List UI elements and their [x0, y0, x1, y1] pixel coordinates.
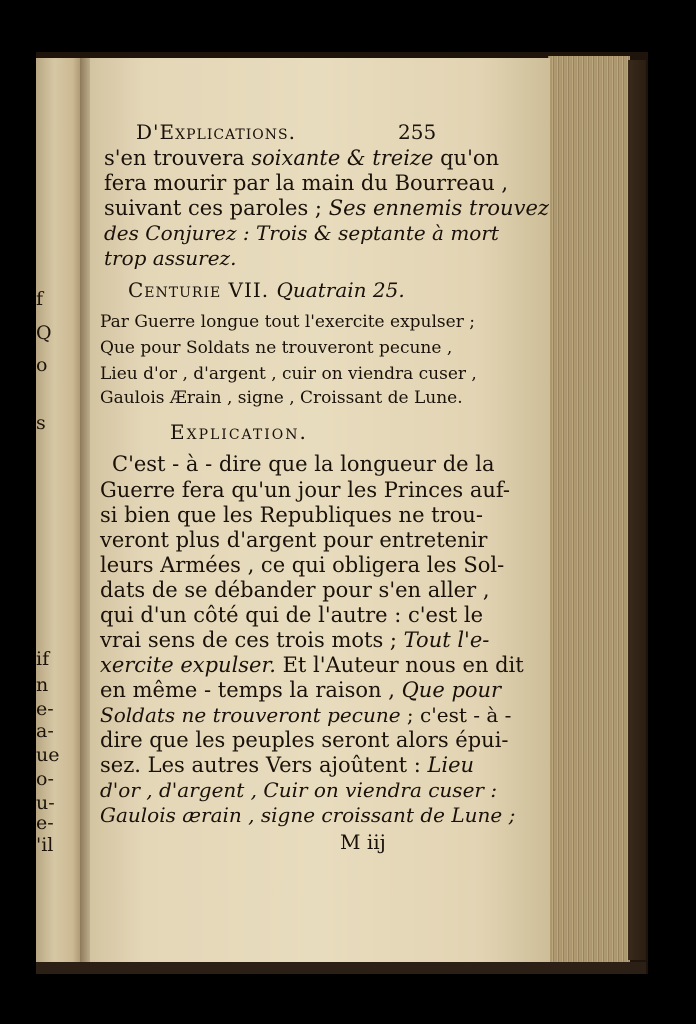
left-fragment: f	[36, 288, 44, 310]
text-line: leurs Armées , ce qui obligera les Sol-	[100, 553, 505, 577]
left-fragment: a-	[36, 720, 54, 742]
left-fragment: Q	[36, 322, 52, 344]
left-fragment: n	[36, 674, 49, 696]
text-line: d'or , d'argent , Cuir on viendra cuser :	[100, 778, 498, 802]
explication-heading: Explication.	[170, 420, 308, 444]
text-line: veront plus d'argent pour entretenir	[100, 528, 488, 552]
text-line: xercite expulser. Et l'Auteur nous en dit	[100, 653, 524, 677]
left-fragment: if	[36, 648, 50, 670]
text-line: Soldats ne trouveront pecune ; c'est - à -	[100, 703, 512, 727]
left-fragment: o	[36, 354, 48, 376]
text-line: si bien que les Republiques ne trou-	[100, 503, 483, 527]
text-line: C'est - à - dire que la longueur de la	[112, 452, 495, 476]
left-fragment: s	[36, 412, 46, 434]
verse-line: Gaulois Ærain , signe , Croissant de Lune.	[100, 388, 463, 408]
text-line: en même - temps la raison , Que pour	[100, 678, 502, 702]
text-line: vrai sens de ces trois mots ; Tout l'e-	[100, 628, 490, 652]
left-fragment: e-	[36, 812, 54, 834]
text-line: qui d'un côté qui de l'autre : c'est le	[100, 603, 484, 627]
quatrain-heading: Centurie VII. Quatrain 25.	[128, 278, 405, 302]
text-line: sez. Les autres Vers ajoûtent : Lieu	[100, 753, 475, 777]
text-line: dire que les peuples seront alors épui-	[100, 728, 509, 752]
text-line: fera mourir par la main du Bourreau ,	[104, 171, 509, 195]
running-title: D'Explications.	[136, 120, 296, 144]
verse-line: Lieu d'or , d'argent , cuir on viendra cuser ,	[100, 364, 477, 384]
left-page	[36, 58, 82, 964]
text-line: dats de se débander pour s'en aller ,	[100, 578, 490, 602]
page-edges	[548, 56, 630, 964]
text-line: suivant ces paroles ; Ses ennemis trouvez	[104, 196, 549, 220]
text-line: Gaulois ærain , signe croissant de Lune ;	[100, 803, 516, 827]
book-spine-edge	[628, 60, 646, 960]
left-fragment: u-	[36, 792, 55, 814]
left-fragment: o-	[36, 768, 54, 790]
right-page	[90, 58, 550, 962]
book-bottom-edge	[36, 962, 646, 974]
text-line: des Conjurez : Trois & septante à mort	[104, 221, 499, 245]
left-fragment: ue	[36, 744, 60, 766]
signature-mark: M iij	[340, 830, 386, 854]
left-fragment: e-	[36, 698, 54, 720]
left-fragment: 'il	[36, 834, 54, 856]
text-line: trop assurez.	[104, 246, 237, 270]
verse-line: Que pour Soldats ne trouveront pecune ,	[100, 338, 453, 358]
text-line: s'en trouvera soixante & treize qu'on	[104, 146, 500, 170]
verse-line: Par Guerre longue tout l'exercite expulser ;	[100, 312, 475, 332]
page-number: 255	[398, 120, 437, 144]
text-line: Guerre fera qu'un jour les Princes auf-	[100, 478, 511, 502]
